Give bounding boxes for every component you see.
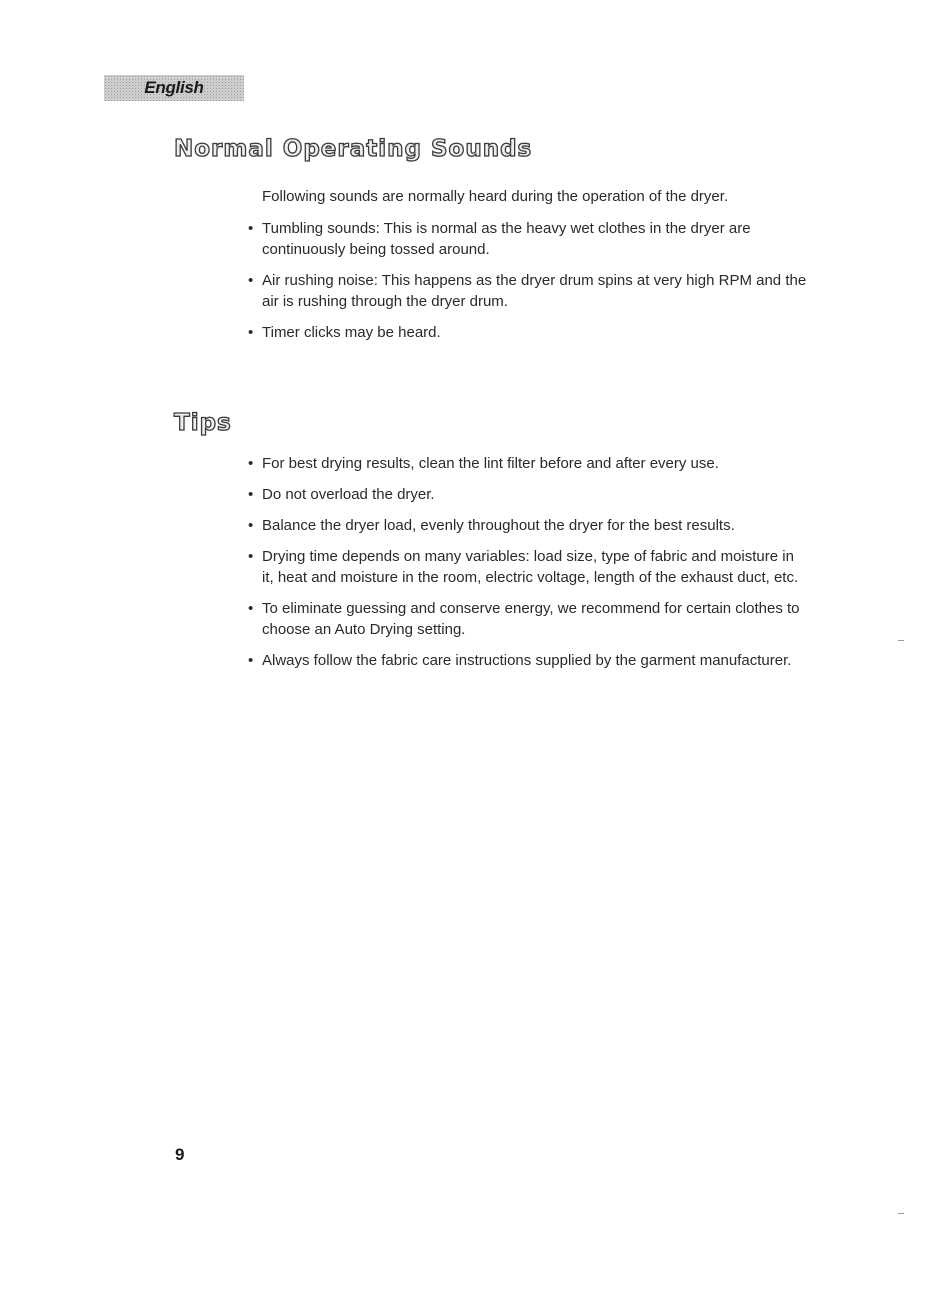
bullet-icon: • — [248, 486, 254, 503]
list-item: • Balance the dryer load, evenly throughout the dryer for the best results. — [248, 517, 735, 534]
list-item: • Timer clicks may be heard. — [248, 324, 441, 341]
bullet-icon: • — [248, 517, 254, 534]
list-item: • Always follow the fabric care instructions supplied by the garment manufacturer. — [248, 652, 792, 669]
language-label: English — [144, 78, 204, 97]
list-item: • For best drying results, clean the lint filter before and after every use. — [248, 455, 719, 472]
scan-edge-mark — [898, 640, 904, 641]
section-title-normal-operating-sounds: Normal Operating Sounds — [174, 136, 533, 162]
language-tab — [104, 75, 244, 101]
scan-edge-mark — [898, 1213, 904, 1214]
list-item: • Do not overload the dryer. — [248, 486, 435, 503]
bullet-icon: • — [248, 272, 254, 289]
bullet-icon: • — [248, 652, 254, 669]
page-number: 9 — [175, 1145, 185, 1164]
list-item: • Air rushing noise: This happens as the dryer drum spins at very high RPM and the air is rushing through the dryer drum. — [248, 272, 807, 310]
list-item: • Tumbling sounds: This is normal as the heavy wet clothes in the dryer are continuously being tossed around. — [248, 220, 751, 258]
bullet-icon: • — [248, 600, 254, 617]
list-item: • To eliminate guessing and conserve energy, we recommend for certain clothes to choose an Auto Drying setting. — [248, 600, 800, 638]
bullet-icon: • — [248, 548, 254, 565]
section-title-tips: Tips — [174, 410, 232, 436]
tips-list — [248, 453, 808, 681]
bullet-icon: • — [248, 455, 254, 472]
sounds-intro: Following sounds are normally heard during the operation of the dryer. — [262, 188, 729, 205]
bullet-icon: • — [248, 324, 254, 341]
bullet-icon: • — [248, 220, 254, 237]
list-item: • Drying time depends on many variables: load size, type of fabric and moisture in it, heat and moisture in the room, electric voltage, length of the exhaust duct, etc. — [248, 548, 799, 586]
sounds-list — [248, 218, 808, 353]
